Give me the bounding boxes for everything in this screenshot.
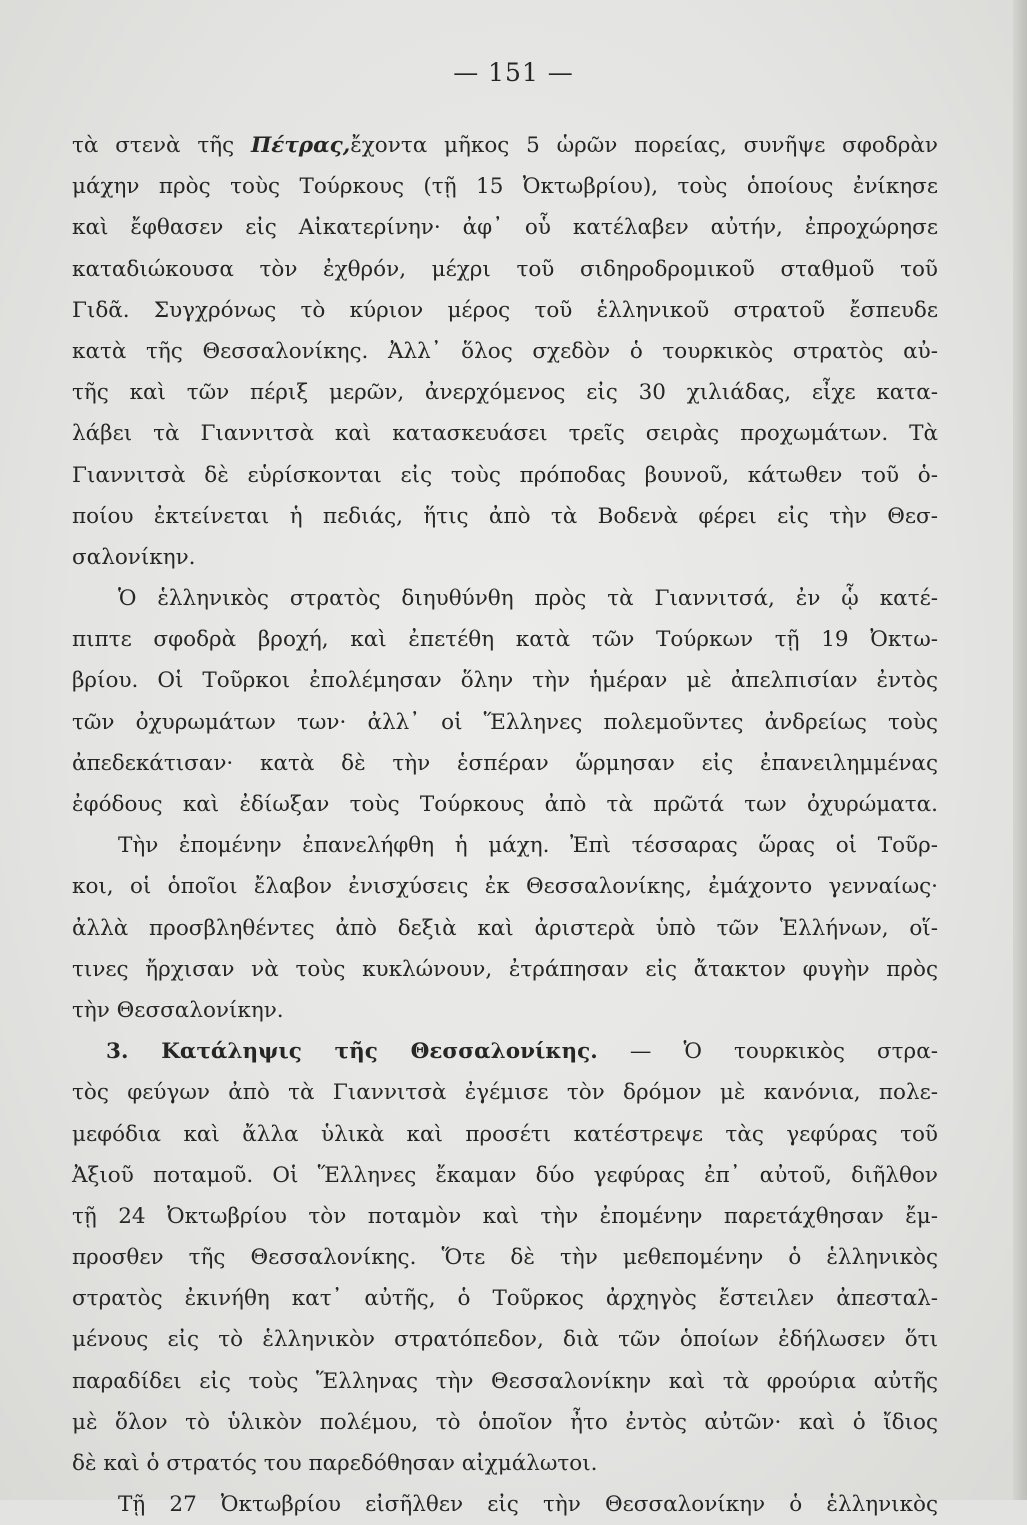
paragraph <box>72 1484 938 1525</box>
text-line: κατὰ τῆς Θεσσαλονίκης. Ἀλλ᾽ ὅλος σχεδὸν ὁ τουρκικὸς στρατὸς αὐ- <box>72 338 938 364</box>
text-line: ἀπεδεκάτισαν· κατὰ δὲ τὴν ἑσπέραν ὥρμησαν εἰς ἐπανειλημμένας <box>72 750 938 776</box>
text-line: τὸς φεύγων ἀπὸ τὰ Γιαννιτσὰ ἐγέμισε τὸν δρόμον μὲ κανόνια, πολε- <box>72 1080 938 1106</box>
text-line: στρατὸς ἐκινήθη κατ᾽ αὐτῆς, ὁ Τοῦρκος ἀρχηγὸς ἔστειλεν ἀπεσταλ- <box>72 1286 938 1312</box>
text-line: τὴν Θεσσαλονίκην. <box>72 997 284 1023</box>
text-line: τῆς καὶ τῶν πέριξ μερῶν, ἀνερχόμενος εἰς 30 χιλιάδας, εἶχε κατα- <box>72 380 938 406</box>
text-line: τὰ στενὰ τῆς Πέτρας,ἔχοντα μῆκος 5 ὡρῶν πορείας, συνῆψε σφοδρὰν <box>72 133 939 158</box>
text-line: τῇ 24 Ὀκτωβρίου τὸν ποταμὸν καὶ τὴν ἐπομένην παρετάχθησαν ἔμ- <box>72 1203 938 1229</box>
page-edge-shadow <box>1013 0 1027 1500</box>
body-text <box>72 125 938 1525</box>
text-line: προσθεν τῆς Θεσσαλονίκης. Ὅτε δὲ τὴν μεθεπομένην ὁ ἑλληνικὸς <box>72 1245 938 1271</box>
text-line: Γιαννιτσὰ δὲ εὑρίσκονται εἰς τοὺς πρόποδας βουνοῦ, κάτωθεν τοῦ ὁ- <box>72 462 938 488</box>
page-number: — 151 — <box>453 58 574 87</box>
text-line: κοι, οἱ ὁποῖοι ἔλαβον ἐνισχύσεις ἐκ Θεσσαλονίκης, ἐμάχοντο γενναίως· <box>72 874 938 900</box>
text-line: ἐφόδους καὶ ἐδίωξαν τοὺς Τούρκους ἀπὸ τὰ πρῶτά των ὀχυρώματα. <box>72 792 938 817</box>
text-line: μὲ ὅλον τὸ ὑλικὸν πολέμου, τὸ ὁποῖον ἦτο ἐντὸς αὐτῶν· καὶ ὁ ἴδιος <box>72 1409 938 1435</box>
text-line: μεφόδια καὶ ἄλλα ὑλικὰ καὶ προσέτι κατέστρεψε τὰς γεφύρας τοῦ <box>72 1121 938 1147</box>
text-line: τῶν ὀχυρωμάτων των· ἀλλ᾽ οἱ Ἕλληνες πολεμοῦντες ἀνδρείως τοὺς <box>72 709 938 735</box>
text-line: δὲ καὶ ὁ στρατός του παρεδόθησαν αἰχμάλωτοι. <box>72 1451 598 1476</box>
text-line: σαλονίκην. <box>72 544 196 570</box>
text-line: καταδιώκουσα τὸν ἐχθρόν, μέχρι τοῦ σιδηροδρομικοῦ σταθμοῦ τοῦ <box>72 256 938 282</box>
text-line: Γιδᾶ. Συγχρόνως τὸ κύριον μέρος τοῦ ἑλληνικοῦ στρατοῦ ἔσπευδε <box>72 297 938 323</box>
text-line: Ὁ ἑλληνικὸς στρατὸς διηυθύνθη πρὸς τὰ Γιαννιτσά, ἐν ᾧ κατέ- <box>118 586 938 612</box>
text-line: μένους εἰς τὸ ἑλληνικὸν στρατόπεδον, διὰ τῶν ὁποίων ἐδήλωσεν ὅτι <box>72 1327 938 1353</box>
text-line: βρίου. Οἱ Τοῦρκοι ἐπολέμησαν ὅλην τὴν ἡμέραν μὲ ἀπελπισίαν ἐντὸς <box>72 668 938 694</box>
text-line: λάβει τὰ Γιαννιτσὰ καὶ κατασκευάσει τρεῖς σειρὰς προχωμάτων. Τὰ <box>72 421 938 447</box>
text-line: πιπτε σφοδρὰ βροχή, καὶ ἐπετέθη κατὰ τῶν Τούρκων τῇ 19 Ὀκτω- <box>72 627 938 653</box>
paragraph <box>72 125 938 578</box>
text-line: Τὴν ἐπομένην ἐπανελήφθη ἡ μάχη. Ἐπὶ τέσσαρας ὥρας οἱ Τοῦρ- <box>118 833 938 859</box>
text-line: τινες ἤρχισαν νὰ τοὺς κυκλώνουν, ἐτράπησαν εἰς ἄτακτον φυγὴν πρὸς <box>72 956 938 982</box>
text-line: καὶ ἔφθασεν εἰς Αἰκατερίνην· ἀφ᾽ οὗ κατέλαβεν αὐτήν, ἐπροχώρησε <box>72 215 938 241</box>
text-line: μάχην πρὸς τοὺς Τούρκους (τῇ 15 Ὀκτωβρίου), τοὺς ὁποίους ἐνίκησε <box>72 174 938 200</box>
section-paragraph <box>72 1031 938 1484</box>
text-line: παραδίδει εἰς τοὺς Ἕλληνας τὴν Θεσσαλονίκην καὶ τὰ φρούρια αὐτῆς <box>72 1368 938 1394</box>
text-line: 3. Κατάληψις τῆς Θεσσαλονίκης. — Ὁ τουρκικὸς στρα- <box>106 1039 938 1065</box>
text-line: Τῇ 27 Ὀκτωβρίου εἰσῆλθεν εἰς τὴν Θεσσαλονίκην ὁ ἑλληνικὸς <box>118 1492 938 1518</box>
text-line: Ἀξιοῦ ποταμοῦ. Οἱ Ἕλληνες ἔκαμαν δύο γεφύρας ἐπ᾽ αὐτοῦ, διῆλθον <box>72 1162 938 1188</box>
text-line: ἀλλὰ προσβληθέντες ἀπὸ δεξιὰ καὶ ἀριστερὰ ὑπὸ τῶν Ἑλλήνων, οἵ- <box>72 915 938 941</box>
paragraph <box>72 825 938 1031</box>
section-heading: 3. Κατάληψις τῆς Θεσσαλονίκης. <box>106 1039 598 1065</box>
paragraph <box>72 578 938 825</box>
text-line: ποίου ἐκτείνεται ἡ πεδιάς, ἥτις ἀπὸ τὰ Βοδενὰ φέρει εἰς τὴν Θεσ- <box>72 503 938 529</box>
emphasized-word: Πέτρας, <box>250 133 351 158</box>
